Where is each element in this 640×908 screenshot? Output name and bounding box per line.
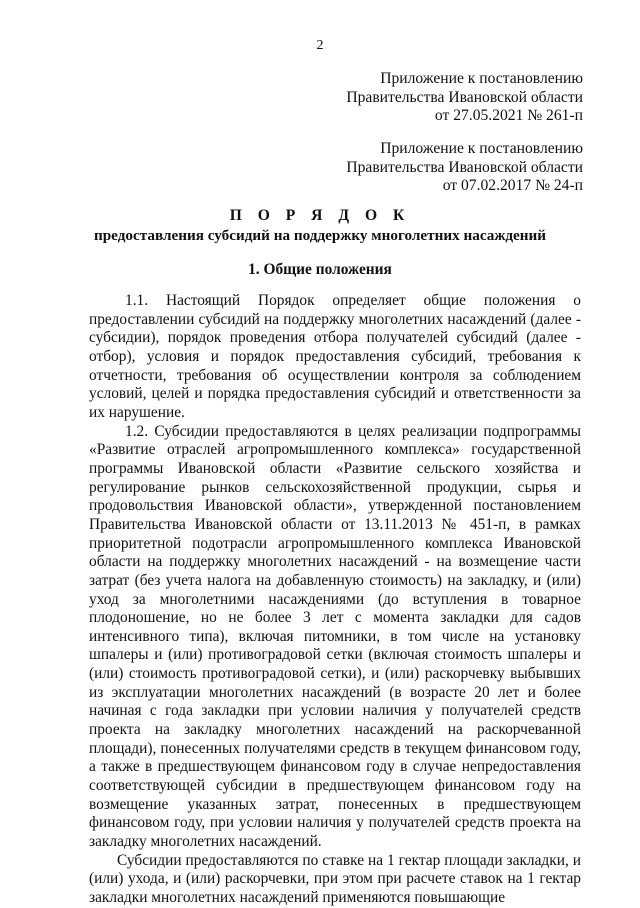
paragraph-1-1: 1.1. Настоящий Порядок определяет общие положения о предоставлении субсидий на поддержку многолетних насаждений (далее - субсидии), порядок проведения отбора получателей субсидий (далее - отбор), условия и порядок предоставления субсидий, требования к отчетности, требования об осуществлении контроля за соблюдением условий, целей и порядка предоставления субсидий и ответственности за их нарушение. — [89, 292, 581, 421]
page-number: 2 — [316, 38, 324, 53]
appendix-line: Приложение к постановлению — [380, 140, 583, 157]
paragraph-1-2: 1.2. Субсидии предоставляются в целях реализации подпрограммы «Развитие отраслей агропромышленного комплекса» государственной программы Ивановской области «Развитие сельского хозяйства и регулирование рынков сельскохозяйственной продукции, сырья и продовольствия Ивановской области», утвержденной постановлением Правительства Ивановской области от 13.11.2013 № 451-п, в рамках приоритетной подотрасли агропромышленного комплекса Ивановской области на поддержку многолетних насаждений - на возмещение части затрат (без учета налога на добавленную стоимость) на закладку, и (или) уход за многолетними насаждениями (до вступления в товарное плодоношение, но не более 3 лет с момента закладки для садов интенсивного типа), включая питомники, в том числе на установку шпалеры и (или) противоградовой сетки (включая стоимость шпалеры и (или) стоимость противоградовой сетки), и (или) раскорчевку выбывших из эксплуатации многолетних насаждений (в возрасте 20 лет и более начиная с года закладки при условии наличия у получателей средств проекта на закладку многолетних насаждений на раскорчеванной площади), понесенных получателями средств в текущем финансовом году, а также в предшествующем финансовом году в случае непредоставления соответствующей субсидии в предшествующем финансовом году на возмещение указанных затрат, понесенных в предшествующем финансовом году, при условии наличия у получателей средств проекта на закладку многолетних насаждений. — [89, 422, 581, 851]
appendix-note-original — [263, 140, 583, 196]
document-title: П О Р Я Д О К — [229, 207, 411, 224]
body-text — [89, 292, 581, 908]
appendix-note-current — [263, 70, 583, 126]
appendix-line: Приложение к постановлению — [380, 70, 583, 87]
appendix-line: от 27.05.2021 № 261-п — [434, 107, 583, 124]
section-heading: 1. Общие положения — [248, 261, 392, 278]
appendix-line: Правительства Ивановской области — [346, 88, 583, 106]
paragraph-subsidy-rate: Субсидии предоставляются по ставке на 1 гектар площади закладки, и (или) ухода, и (или) раскорчевки, при этом при расчете ставок на 1 гектар закладки многолетних насаждений применяются повышающие — [89, 851, 581, 906]
document-subtitle: предоставления субсидий на поддержку многолетних насаждений — [93, 227, 547, 244]
appendix-line: от 07.02.2017 № 24-п — [442, 177, 583, 194]
appendix-line: Правительства Ивановской области — [346, 158, 583, 176]
